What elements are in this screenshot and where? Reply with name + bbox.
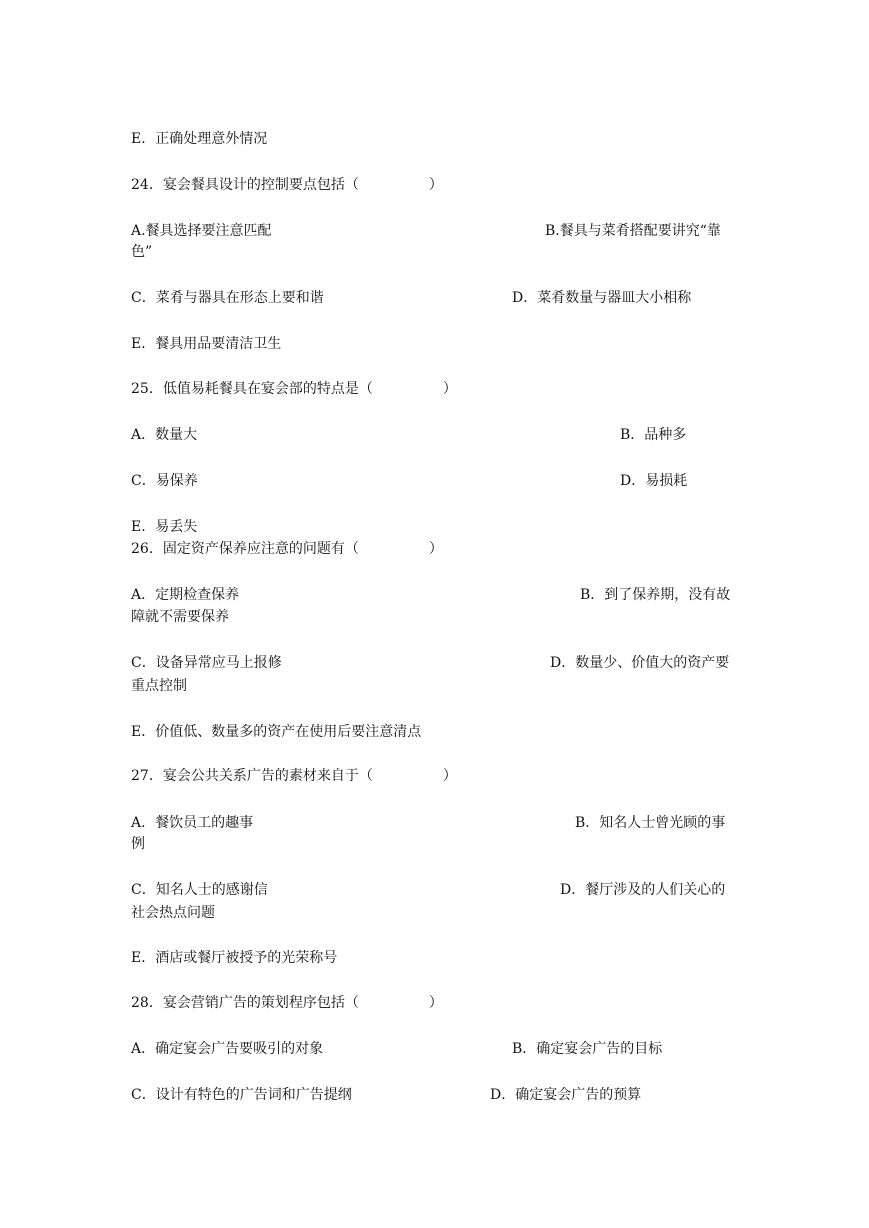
question-26-option-b-cont: 障就不需要保养 [131,609,229,625]
question-28-option-c: C．设计有特色的广告词和广告提纲 [131,1087,352,1103]
question-24-option-b-cont: 色” [131,244,153,260]
question-26-option-a: A．定期检查保养 [131,587,240,603]
question-27-option-b: B．知名人士曾光顾的事 [575,815,726,831]
question-27-option-c: C．知名人士的感谢信 [131,882,268,898]
question-26-option-c: C．设备异常应马上报修 [131,655,282,671]
question-25-stem: 25．低值易耗餐具在宴会部的特点是（ ） [131,381,457,397]
question-28-option-a: A．确定宴会广告要吸引的对象 [131,1041,324,1057]
question-25-option-a: A．数量大 [131,427,198,443]
option-e-previous: E．正确处理意外情况 [131,131,268,147]
question-26-option-d: D．数量少、价值大的资产要 [550,655,730,671]
question-24-stem: 24．宴会餐具设计的控制要点包括（ ） [131,177,443,193]
question-25-option-e: E．易丢失 [131,519,198,535]
question-28-option-d: D．确定宴会广告的预算 [490,1087,642,1103]
question-27-option-a: A．餐饮员工的趣事 [131,815,254,831]
question-24-option-c: C．菜肴与器具在形态上要和谐 [131,290,324,306]
question-25-option-b: B．品种多 [620,427,687,443]
question-28-stem: 28．宴会营销广告的策划程序包括（ ） [131,995,443,1011]
question-26-option-d-cont: 重点控制 [131,678,187,694]
question-27-option-d-cont: 社会热点问题 [131,905,215,921]
question-26-option-e: E．价值低、数量多的资产在使用后要注意清点 [131,724,422,740]
question-27-stem: 27．宴会公共关系广告的素材来自于（ ） [131,768,457,784]
question-24-option-d: D．菜肴数量与器皿大小相称 [512,290,692,306]
question-28-option-b: B．确定宴会广告的目标 [512,1041,663,1057]
question-26-stem: 26．固定资产保养应注意的问题有（ ） [131,541,443,557]
question-27-option-d: D．餐厅涉及的人们关心的 [560,882,726,898]
question-26-option-b: B．到了保养期，没有故 [580,587,731,603]
question-24-option-b: B.餐具与菜肴搭配要讲究“靠 [545,223,721,239]
question-24-option-a: A.餐具选择要注意匹配 [131,223,272,239]
question-25-option-d: D．易损耗 [620,473,688,489]
question-24-option-e: E．餐具用品要清洁卫生 [131,336,282,352]
question-25-option-c: C．易保养 [131,473,198,489]
question-27-option-b-cont: 例 [131,836,145,852]
question-27-option-e: E．酒店或餐厅被授予的光荣称号 [131,950,338,966]
